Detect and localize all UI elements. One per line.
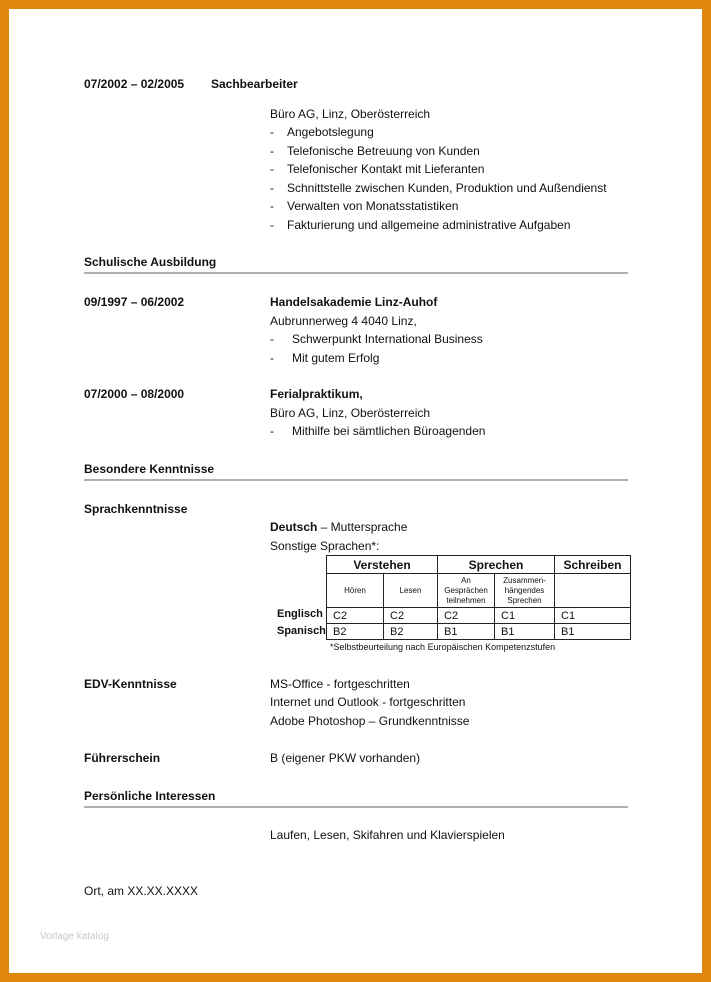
native-language-name: Deutsch [270,520,318,534]
school1-item-dash: - [270,332,274,346]
row-label-englisch: Englisch [277,608,323,620]
school1-period: 09/1997 – 06/2002 [84,295,185,309]
job1-task: Verwalten von Monatsstatistiken [287,199,459,213]
section-divider [84,479,628,481]
job1-task: Schnittstelle zwischen Kunden, Produktion und Außendienst [287,181,607,195]
table-cell: C1 [555,608,631,624]
subheader-zusammenhaengend: Zusammen-hängendes Sprechen [495,574,555,608]
header-verstehen: Verstehen [327,556,438,574]
subheader-hoeren: Hören [327,574,384,608]
school1-name: Handelsakademie Linz-Auhof [270,295,438,309]
job1-task: Telefonische Betreuung von Kunden [287,144,480,158]
table-cell: B2 [327,624,384,640]
section-interests-heading: Persönliche Interessen [84,789,216,803]
table-footnote: *Selbstbeurteilung nach Europäischen Kompetenzstufen [330,642,556,652]
table-cell: B1 [495,624,555,640]
edv-item: Internet und Outlook - fortgeschritten [270,695,466,709]
school1-address: Aubrunnerweg 4 4040 Linz, [270,314,417,328]
school2-company: Büro AG, Linz, Oberösterreich [270,406,431,420]
job1-task-dash: - [270,162,274,176]
job1-task: Fakturierung und allgemeine administrative Aufgaben [287,218,571,232]
interests-text: Laufen, Lesen, Skifahren und Klavierspielen [270,828,505,842]
table-cell: C2 [438,608,495,624]
table-row [327,608,631,624]
job1-task-dash: - [270,218,274,232]
section-divider [84,272,628,274]
subheader-gespraeche: An Gesprächen teilnehmen [438,574,495,608]
other-languages-label: Sonstige Sprachen*: [270,539,380,553]
job1-period: 07/2002 – 02/2005 [84,77,185,91]
job1-task: Angebotslegung [287,125,374,139]
job1-task-dash: - [270,144,274,158]
edv-item: Adobe Photoshop – Grundkenntnisse [270,714,470,728]
school1-item-dash: - [270,351,274,365]
section-school-heading: Schulische Ausbildung [84,255,217,269]
languages-label: Sprachkenntnisse [84,502,188,516]
job1-task-dash: - [270,181,274,195]
subheader-lesen: Lesen [384,574,438,608]
header-sprechen: Sprechen [438,556,555,574]
table-row [327,624,631,640]
place-date: Ort, am XX.XX.XXXX [84,884,199,898]
job1-task-dash: - [270,199,274,213]
table-cell: C1 [495,608,555,624]
school1-item: Schwerpunkt International Business [292,332,483,346]
school2-name: Ferialpraktikum, [270,387,363,401]
job1-task: Telefonischer Kontakt mit Lieferanten [287,162,485,176]
table-cell: B1 [555,624,631,640]
license-label: Führerschein [84,751,161,765]
school1-item: Mit gutem Erfolg [292,351,380,365]
row-label-spanisch: Spanisch [277,625,326,637]
edv-label: EDV-Kenntnisse [84,677,177,691]
subheader-schreiben [555,574,631,608]
table-cell: C2 [384,608,438,624]
license-value: B (eigener PKW vorhanden) [270,751,421,765]
table-cell: C2 [327,608,384,624]
native-language-desc: – Muttersprache [317,520,408,534]
language-table [326,555,631,640]
job1-title: Sachbearbeiter [211,77,298,91]
section-skills-heading: Besondere Kenntnisse [84,462,215,476]
job1-company: Büro AG, Linz, Oberösterreich [270,107,431,121]
job1-task-dash: - [270,125,274,139]
watermark-text: Vorlage katalog [40,931,109,942]
header-schreiben: Schreiben [555,556,631,574]
school2-period: 07/2000 – 08/2000 [84,387,185,401]
table-cell: B1 [438,624,495,640]
table-cell: B2 [384,624,438,640]
school2-item: Mithilfe bei sämtlichen Büroagenden [292,424,486,438]
native-language [270,520,407,534]
section-divider [84,806,628,808]
school2-item-dash: - [270,424,274,438]
edv-item: MS-Office - fortgeschritten [270,677,410,691]
cv-page [9,9,702,973]
